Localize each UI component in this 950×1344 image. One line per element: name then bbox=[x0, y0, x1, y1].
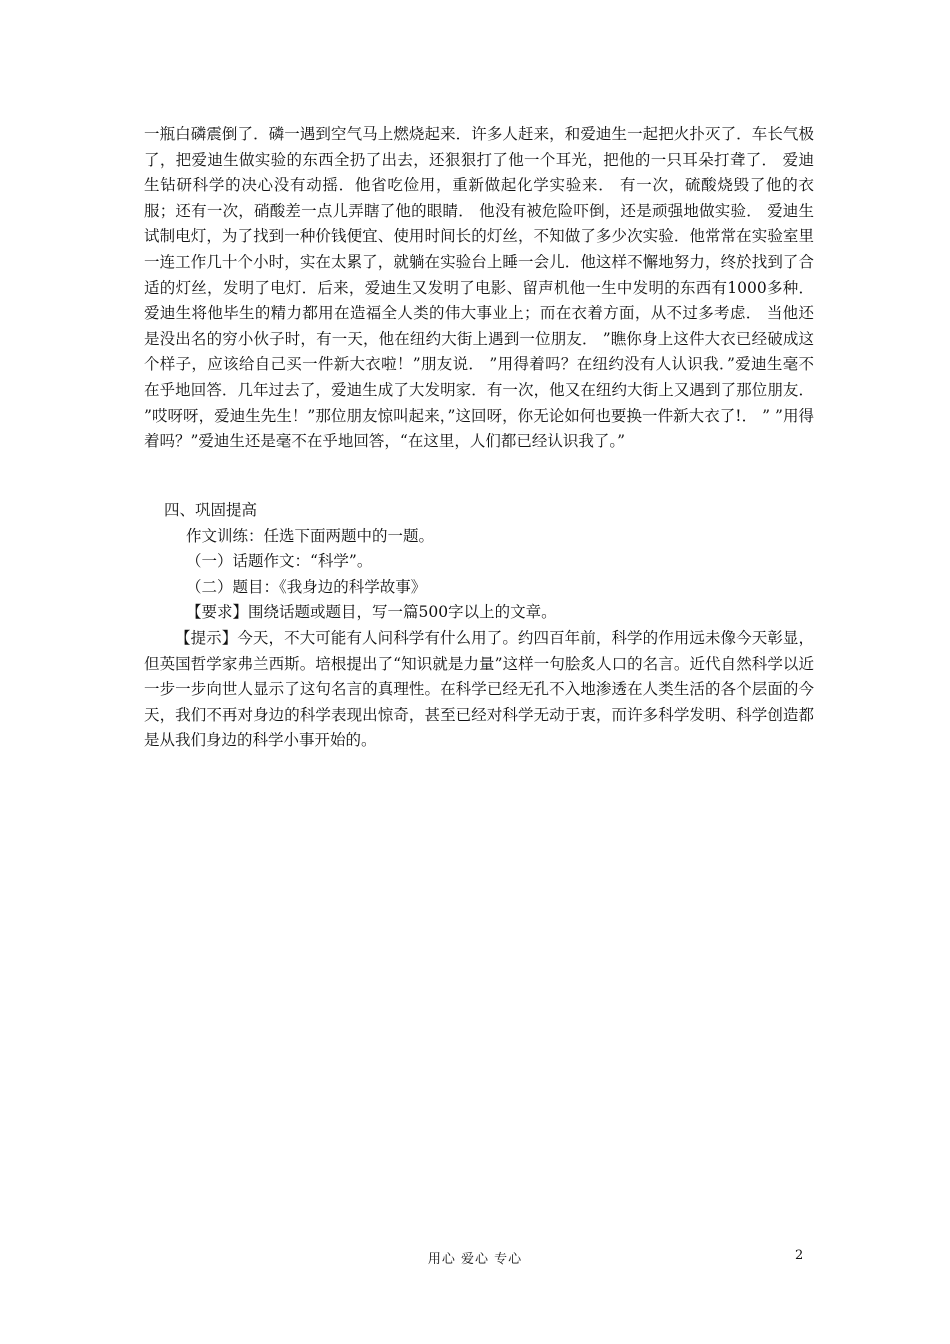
section-heading: 四、巩固提高 bbox=[164, 501, 258, 519]
option-title-essay: （二）题目：《我身边的科学故事》 bbox=[186, 577, 427, 596]
requirement-text: 【要求】围绕话题或题目，写一篇500字以上的文章。 bbox=[186, 603, 557, 622]
story-paragraph: 一瓶白磷震倒了．磷一遇到空气马上燃烧起来．许多人赶来，和爱迪生一起把火扑灭了．车长气极了，把爱迪生做实验的东西全扔了出去，还狠狠打了他一个耳光，把他的一只耳朵打聋了． 爱迪生钻研科学的决心没有动摇．他省吃俭用，重新做起化学实验来． 有一次，硫酸烧毁了他的衣服；还有一次，硝酸差一点儿弄瞎了他的眼睛． 他没有被危险吓倒，还是顽强地做实验． 爱迪生试制电灯，为了找到一种价钱便宜、使用时间长的灯丝，不知做了多少次实验．他常常在实验室里一连工作几十个小时，实在太累了，就躺在实验台上睡一会儿．他这样不懈地努力，终於找到了合适的灯丝，发明了电灯．后来，爱迪生又发明了电影、留声机他一生中发明的东西有1000多种． 爱迪生将他毕生的精力都用在造福全人类的伟大事业上；而在衣着方面，从不过多考虑． 当他还是没出名的穷小伙子时，有一天，他在纽约大街上遇到一位朋友． ”瞧你身上这件大衣已经破成这个样子，应该给自己买一件新大衣啦！”朋友说． ”用得着吗？在纽约没有人认识我．”爱迪生毫不在乎地回答．几年过去了，爱迪生成了大发明家．有一次，他又在纽约大街上又遇到了那位朋友． ”哎呀呀，爱迪生先生！”那位朋友惊叫起来，”这回呀，你无论如何也要换一件新大衣了!． ” ”用得着吗？”爱迪生还是毫不在乎地回答，“在这里，人们都已经认识我了。” bbox=[144, 125, 814, 451]
option-topic-essay: （一）话题作文：“科学”。 bbox=[186, 552, 373, 571]
footer-motto: 用心 爱心 专心 bbox=[427, 1252, 523, 1267]
hint-paragraph: 【提示】今天，不大可能有人问科学有什么用了。约四百年前，科学的作用远未像今天彰显，但英国哲学家弗兰西斯。培根提出了“知识就是力量”这样一句脍炙人口的名言。近代自然科学以近一步一步向世人显示了这句名言的真理性。在科学已经无孔不入地渗透在人类生活的各个层面的今天，我们不再对身边的科学表现出惊奇，甚至已经对科学无动于衷，而许多科学发明、科学创造都是从我们身边的科学小事开始的。 bbox=[144, 628, 814, 750]
exercise-section bbox=[144, 498, 814, 754]
section-intro: 作文训练：任选下面两题中的一题。 bbox=[186, 526, 435, 545]
page-number: 2 bbox=[795, 1248, 804, 1263]
